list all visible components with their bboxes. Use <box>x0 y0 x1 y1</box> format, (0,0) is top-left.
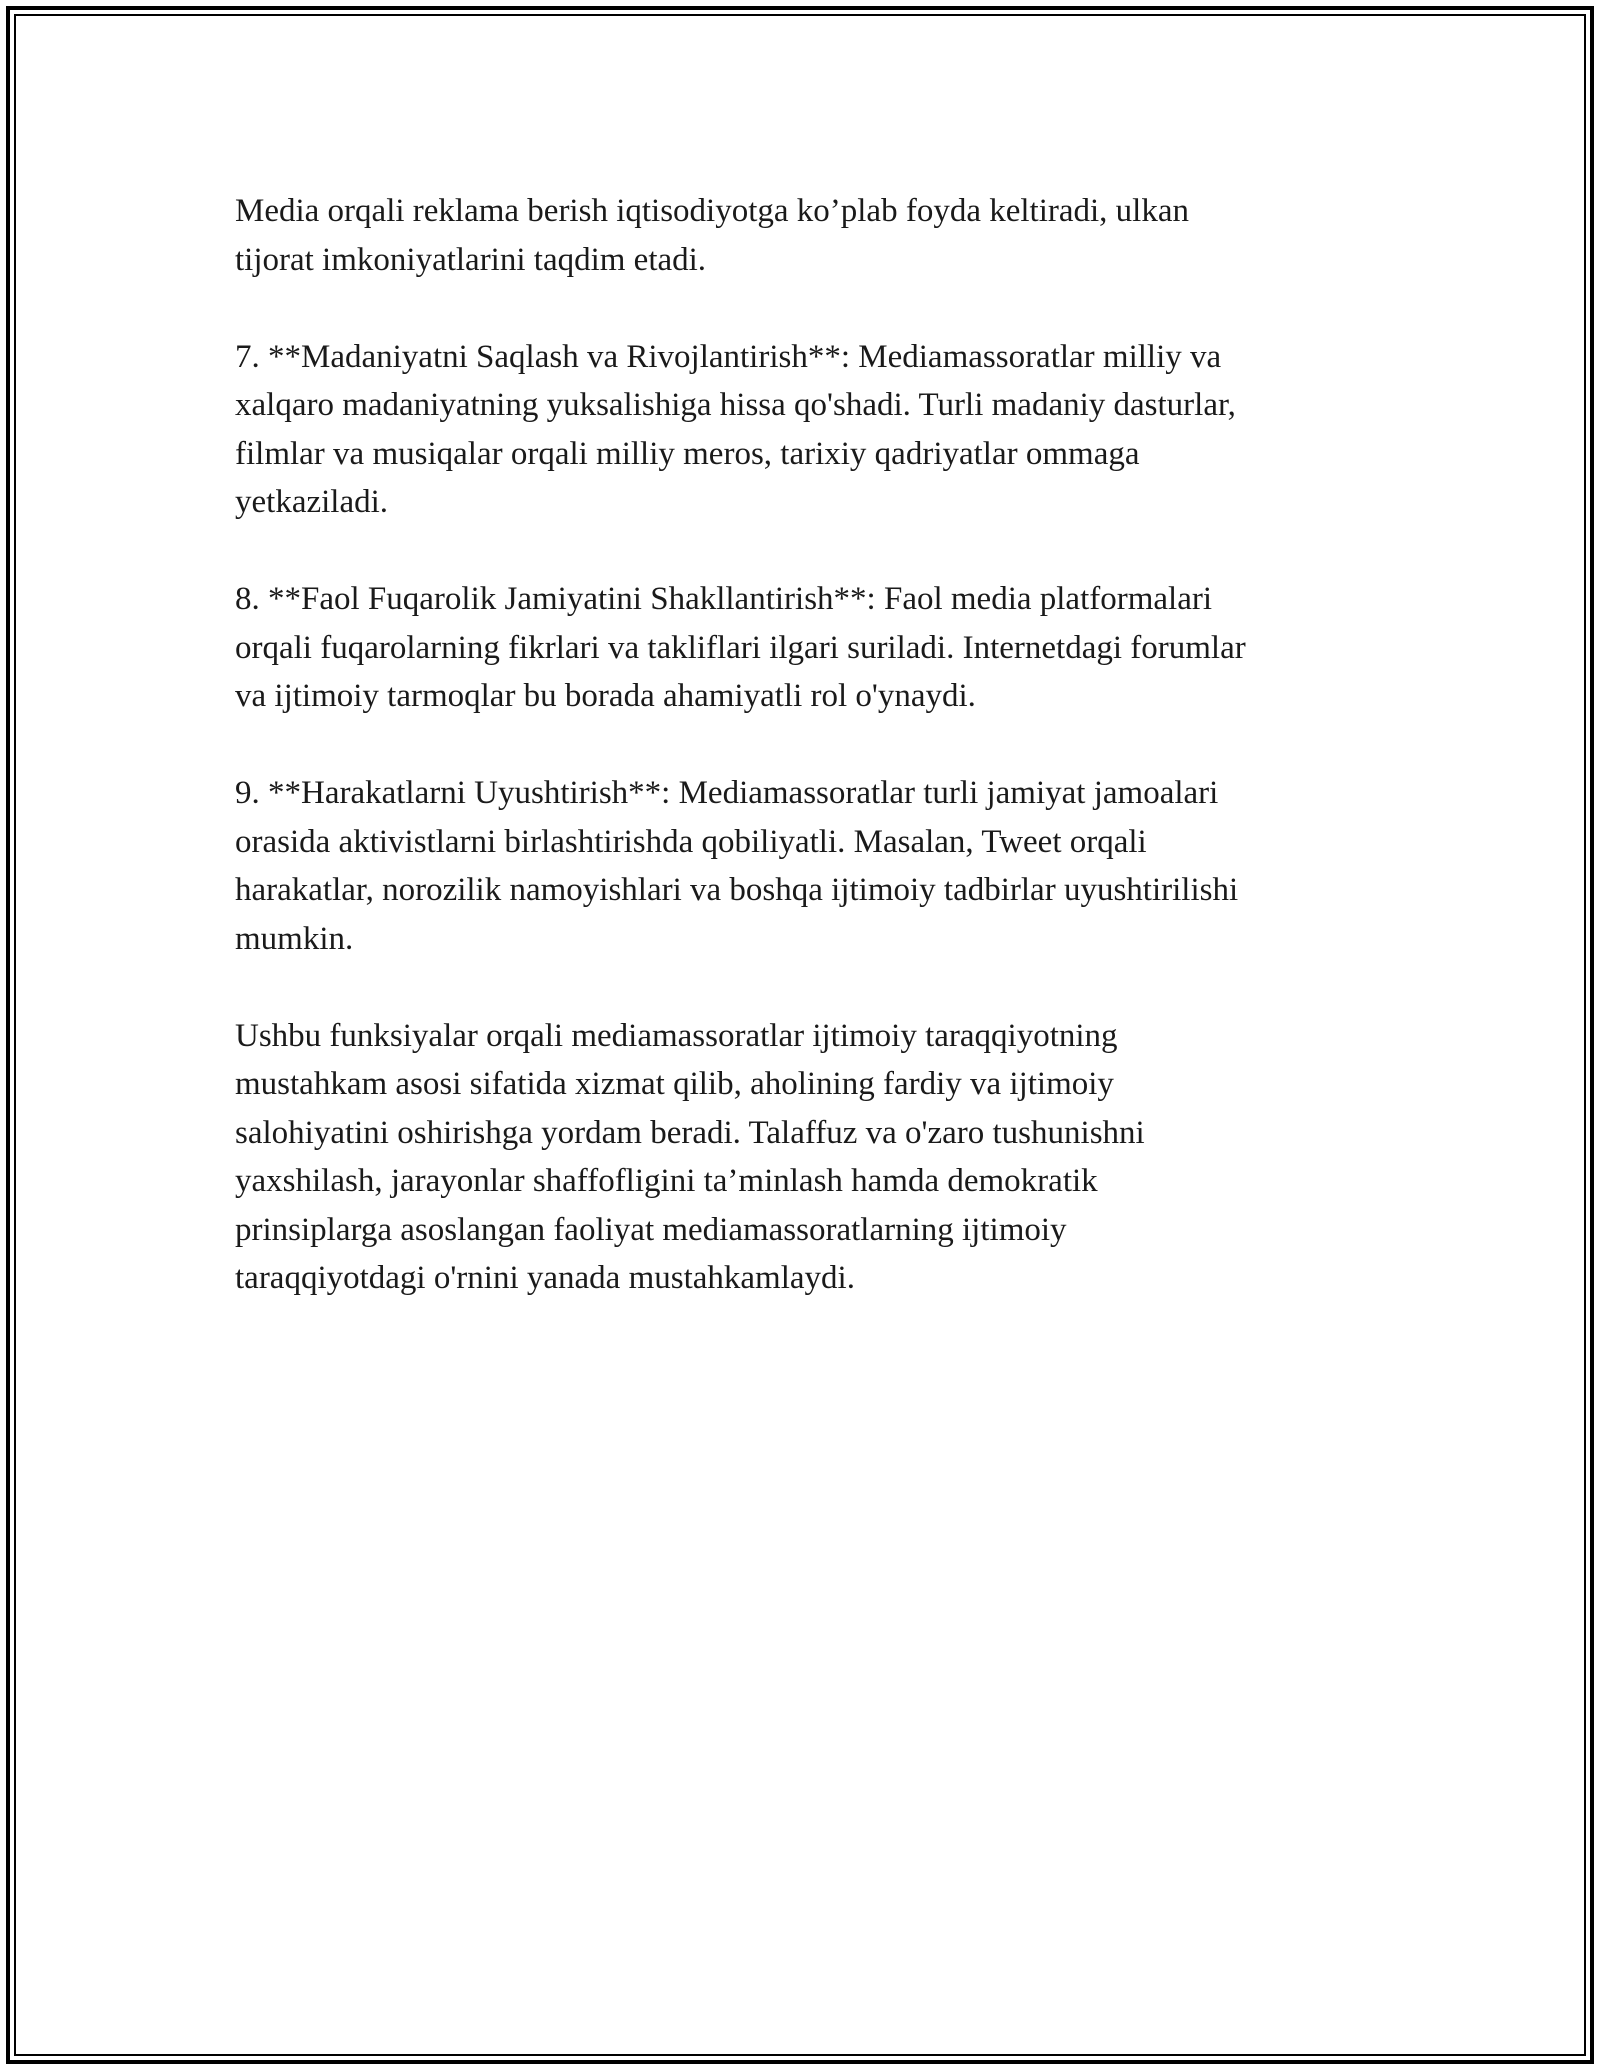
paragraph-civil-society: 8. **Faol Fuqarolik Jamiyatini Shakllantirish**: Faol media platformalari orqali fuqarolarning fikrlari va takliflari ilgari suriladi. Internetdagi forumlar va ijtimoiy tarmoqlar bu borada ahamiyatli rol o'ynaydi. <box>235 581 1246 714</box>
document-body <box>235 187 1365 1351</box>
paragraph-culture: 7. **Madaniyatni Saqlash va Rivojlantirish**: Mediamassoratlar milliy va xalqaro madaniyatning yuksalishiga hissa qo'shadi. Turli madaniy dasturlar, filmlar va musiqalar orqali milliy meros, tarixiy qadriyatlar ommaga yetkaziladi. <box>235 338 1236 520</box>
paragraph-movements: 9. **Harakatlarni Uyushtirish**: Mediamassoratlar turli jamiyat jamoalari orasida aktivistlarni birlashtirishda qobiliyatli. Masalan, Tweet orqali harakatlar, norozilik namoyishlari va boshqa ijtimoiy tadbirlar uyushtirilishi mumkin. <box>235 775 1239 957</box>
paragraph-conclusion: Ushbu funksiyalar orqali mediamassoratlar ijtimoiy taraqqiyotning mustahkam asosi sifatida xizmat qilib, aholining fardiy va ijtimoiy salohiyatini oshirishga yordam beradi. Talaffuz va o'zaro tushunishni yaxshilash, jarayonlar shaffofligini ta’minlash hamda demokratik prinsiplarga asoslangan faoliyat mediamassoratlarning ijtimoiy taraqqiyotdagi o'rnini yanada mustahkamlaydi. <box>235 1017 1145 1296</box>
paragraph-advertising: Media orqali reklama berish iqtisodiyotga ko’plab foyda keltiradi, ulkan tijorat imkoniyatlarini taqdim etadi. <box>235 193 1189 278</box>
